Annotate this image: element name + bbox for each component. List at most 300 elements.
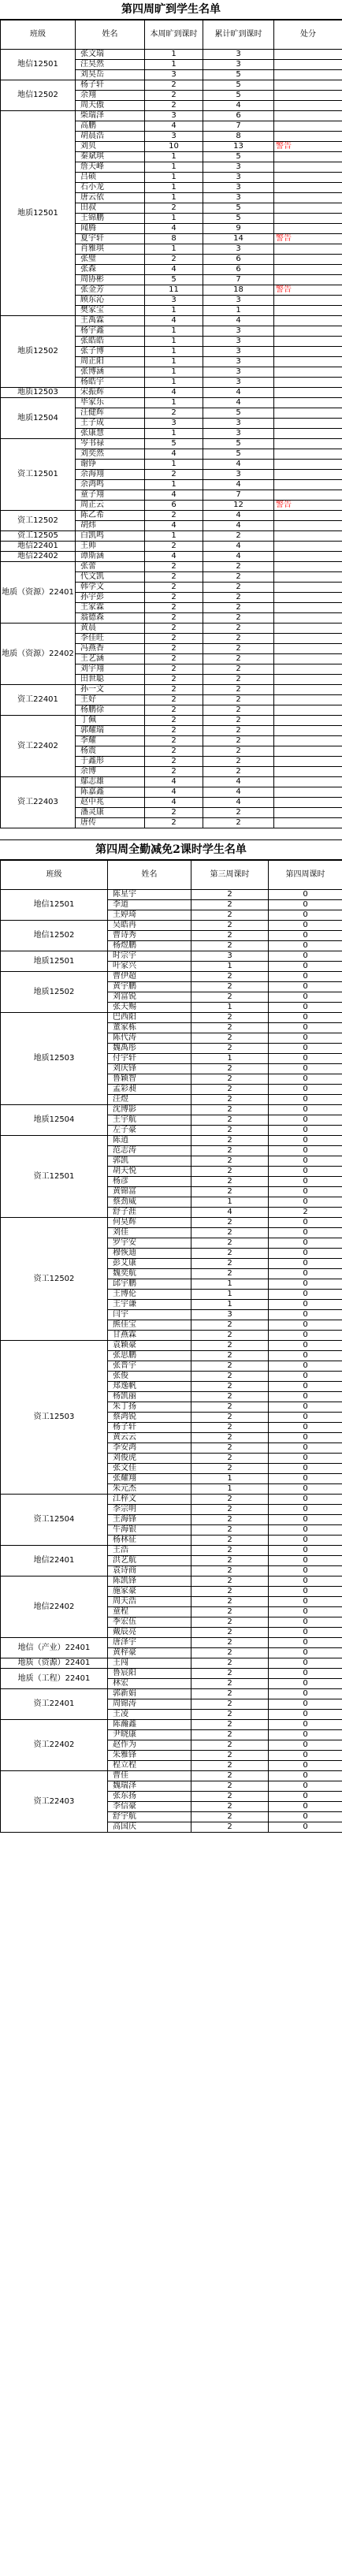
week-hours: 3 <box>145 132 203 142</box>
total-hours: 2 <box>203 808 274 818</box>
week4-hours: 0 <box>269 1495 342 1505</box>
week4-hours: 0 <box>269 941 342 951</box>
student-name: 李安鸿 <box>108 1443 191 1454</box>
week4-hours: 0 <box>269 1126 342 1136</box>
student-name: 张璧 <box>76 255 145 265</box>
total-hours: 3 <box>203 173 274 183</box>
table-row <box>1 1689 342 1699</box>
week4-hours: 0 <box>269 951 342 962</box>
penalty-label: 警告 <box>274 501 342 511</box>
week-hours: 1 <box>145 152 203 162</box>
student-name: 周协彬 <box>76 275 145 285</box>
student-name: 童子翔 <box>76 490 145 501</box>
penalty-label: 警告 <box>274 142 342 152</box>
week4-hours: 0 <box>269 1638 342 1648</box>
total-hours: 2 <box>203 736 274 746</box>
student-name: 袁颖豪 <box>108 1341 191 1351</box>
student-name: 郭凯 <box>108 1156 191 1167</box>
week4-hours: 0 <box>269 1392 342 1402</box>
student-name: 王博伦 <box>108 1290 191 1300</box>
week4-hours: 0 <box>269 1115 342 1126</box>
week3-hours: 2 <box>191 1505 269 1515</box>
week3-hours: 2 <box>191 1156 269 1167</box>
student-name: 洪艺航 <box>108 1556 191 1566</box>
week3-hours: 2 <box>191 1064 269 1074</box>
total-hours: 5 <box>203 449 274 460</box>
table-row <box>1 1341 342 1351</box>
week4-hours: 0 <box>269 1699 342 1710</box>
student-name: 沈博影 <box>108 1105 191 1115</box>
week3-hours: 2 <box>191 1658 269 1669</box>
penalty-label <box>274 193 342 203</box>
week-hours: 1 <box>145 60 203 70</box>
total-hours: 7 <box>203 275 274 285</box>
student-name: 吕硕 <box>76 173 145 183</box>
week4-hours: 0 <box>269 910 342 921</box>
class-cell: 资工22403 <box>1 1771 108 1833</box>
total-hours: 5 <box>203 152 274 162</box>
week4-hours: 0 <box>269 1464 342 1474</box>
week3-hours: 2 <box>191 1105 269 1115</box>
table-row <box>1 1546 342 1556</box>
student-name: 巴西阳 <box>108 1013 191 1023</box>
week-hours: 1 <box>145 367 203 378</box>
week3-hours: 2 <box>191 1495 269 1505</box>
week3-hours: 2 <box>191 941 269 951</box>
week3-hours: 2 <box>191 921 269 931</box>
week-hours: 1 <box>145 480 203 490</box>
week4-hours: 0 <box>269 1454 342 1464</box>
week4-hours: 0 <box>269 1536 342 1546</box>
week3-hours: 2 <box>191 1607 269 1617</box>
student-name: 江梓文 <box>108 1495 191 1505</box>
student-name: 舒宇航 <box>108 1812 191 1822</box>
student-name: 樊家宝 <box>76 306 145 316</box>
week-hours: 1 <box>145 531 203 542</box>
student-name: 叶家兴 <box>108 962 191 972</box>
table-row <box>1 1218 342 1228</box>
student-name: 周锦涛 <box>108 1699 191 1710</box>
week4-hours: 0 <box>269 1802 342 1812</box>
absence-table <box>0 20 342 828</box>
penalty-label <box>274 746 342 757</box>
total-hours: 4 <box>203 798 274 808</box>
total-hours: 3 <box>203 367 274 378</box>
table-row <box>1 439 342 449</box>
penalty-label <box>274 470 342 480</box>
penalty-label <box>274 439 342 449</box>
class-cell: 地质12501 <box>1 111 76 316</box>
week-hours: 5 <box>145 275 203 285</box>
week3-hours: 1 <box>191 1003 269 1013</box>
student-name: 刘佳 <box>108 1228 191 1238</box>
week3-hours: 2 <box>191 1392 269 1402</box>
week3-hours: 2 <box>191 1576 269 1587</box>
penalty-label <box>274 624 342 634</box>
penalty-label <box>274 203 342 214</box>
class-cell: 资工12502 <box>1 511 76 531</box>
student-name: 董家栋 <box>108 1023 191 1033</box>
student-name: 王海锋 <box>108 1515 191 1525</box>
total-hours: 2 <box>203 593 274 603</box>
student-name: 王宇航 <box>108 1115 191 1126</box>
week3-hours: 2 <box>191 1669 269 1679</box>
penalty-label <box>274 818 342 828</box>
week4-hours: 0 <box>269 1576 342 1587</box>
week-hours: 2 <box>145 705 203 716</box>
week-hours: 2 <box>145 746 203 757</box>
penalty-label <box>274 398 342 408</box>
week3-hours: 2 <box>191 1023 269 1033</box>
class-cell: 地质（资源）22401 <box>1 562 76 624</box>
total-hours: 3 <box>203 429 274 439</box>
student-name: 陈凯锋 <box>108 1576 191 1587</box>
student-name: 左子豪 <box>108 1126 191 1136</box>
student-name: 张耀翔 <box>108 1474 191 1484</box>
total-hours: 5 <box>203 214 274 224</box>
week4-hours: 0 <box>269 1679 342 1689</box>
table-row <box>1 1105 342 1115</box>
penalty-label <box>274 80 342 91</box>
week3-hours: 2 <box>191 1433 269 1443</box>
penalty-label <box>274 70 342 80</box>
week4-hours: 2 <box>269 1208 342 1218</box>
week-hours: 8 <box>145 234 203 244</box>
penalty-label <box>274 664 342 675</box>
total-hours: 2 <box>203 603 274 613</box>
class-cell: 地信22402 <box>1 552 76 562</box>
penalty-label <box>274 705 342 716</box>
class-cell: 地质（资源）22402 <box>1 624 76 685</box>
student-name: 谭斯涵 <box>76 552 145 562</box>
student-name: 黄宇鹏 <box>108 982 191 992</box>
student-name: 熊佳宝 <box>108 1320 191 1331</box>
week3-hours: 2 <box>191 1228 269 1238</box>
week-hours: 3 <box>145 111 203 121</box>
student-name: 王家霖 <box>76 603 145 613</box>
week4-hours: 0 <box>269 1105 342 1115</box>
week-hours: 1 <box>145 429 203 439</box>
student-name: 曹佳 <box>108 1771 191 1781</box>
total-hours: 3 <box>203 193 274 203</box>
class-cell: 地质12503 <box>1 388 76 398</box>
week4-hours: 0 <box>269 1259 342 1269</box>
penalty-label <box>274 101 342 111</box>
week3-hours: 2 <box>191 992 269 1003</box>
student-name: 林宏 <box>108 1679 191 1689</box>
student-name: 夏宇轩 <box>76 234 145 244</box>
student-name: 杨煜鹏 <box>108 941 191 951</box>
total-hours: 1 <box>203 306 274 316</box>
student-name: 付宇轩 <box>108 1054 191 1064</box>
week-hours: 2 <box>145 716 203 726</box>
week3-hours: 1 <box>191 1474 269 1484</box>
student-name: 唐传 <box>76 818 145 828</box>
table-row <box>1 777 342 787</box>
week3-hours: 2 <box>191 1556 269 1566</box>
student-name: 陈瀚鑫 <box>108 1720 191 1730</box>
penalty-label <box>274 716 342 726</box>
week4-hours: 0 <box>269 1044 342 1054</box>
total-hours: 8 <box>203 132 274 142</box>
class-cell: 资工12501 <box>1 439 76 511</box>
penalty-label <box>274 173 342 183</box>
student-name: 鲁宸阳 <box>108 1669 191 1679</box>
week4-hours: 0 <box>269 1556 342 1566</box>
week-hours: 3 <box>145 70 203 80</box>
penalty-label <box>274 429 342 439</box>
student-name: 周正云 <box>76 501 145 511</box>
penalty-label <box>274 121 342 132</box>
table-row <box>1 531 342 542</box>
total-hours: 3 <box>203 470 274 480</box>
week-hours: 3 <box>145 296 203 306</box>
week-hours: 2 <box>145 542 203 552</box>
penalty-label <box>274 111 342 121</box>
penalty-label <box>274 347 342 357</box>
student-name: 高鹏 <box>76 121 145 132</box>
week4-hours: 0 <box>269 1474 342 1484</box>
student-name: 程立程 <box>108 1761 191 1771</box>
total-hours: 3 <box>203 347 274 357</box>
class-cell: 地信22401 <box>1 542 76 552</box>
week-hours: 1 <box>145 50 203 60</box>
student-name: 魏奕航 <box>108 1269 191 1279</box>
student-name: 韩学文 <box>76 583 145 593</box>
total-hours: 2 <box>203 818 274 828</box>
total-hours: 3 <box>203 162 274 173</box>
table-row <box>1 1136 342 1146</box>
table-row <box>1 1495 342 1505</box>
col-header-class: 班级 <box>1 20 76 50</box>
student-name: 刘贝 <box>76 142 145 152</box>
student-name: 郭耀瑞 <box>76 726 145 736</box>
penalty-label <box>274 91 342 101</box>
week-hours: 1 <box>145 357 203 367</box>
week-hours: 2 <box>145 603 203 613</box>
week4-hours: 0 <box>269 1197 342 1208</box>
student-name: 陈嘉鑫 <box>76 787 145 798</box>
student-name: 张思鹏 <box>108 1351 191 1361</box>
week-hours: 4 <box>145 265 203 275</box>
week3-hours: 2 <box>191 1812 269 1822</box>
week4-hours: 0 <box>269 1658 342 1669</box>
student-name: 刘俊虎 <box>108 1454 191 1464</box>
total-hours: 5 <box>203 80 274 91</box>
week3-hours: 2 <box>191 1136 269 1146</box>
table-row <box>1 1658 342 1669</box>
class-cell: 资工22402 <box>1 1720 108 1771</box>
student-name: 杨林征 <box>108 1536 191 1546</box>
student-name: 高国庆 <box>108 1822 191 1833</box>
week4-hours: 0 <box>269 1003 342 1013</box>
week-hours: 1 <box>145 173 203 183</box>
student-name: 陈乙希 <box>76 511 145 521</box>
penalty-label <box>274 132 342 142</box>
class-cell: 资工12503 <box>1 1341 108 1495</box>
student-name: 孙一文 <box>76 685 145 695</box>
week-hours: 4 <box>145 787 203 798</box>
penalty-label <box>274 326 342 337</box>
week3-hours: 2 <box>191 982 269 992</box>
week3-hours: 2 <box>191 1781 269 1792</box>
week-hours: 4 <box>145 224 203 234</box>
total-hours: 3 <box>203 326 274 337</box>
student-name: 魏禹彤 <box>108 1044 191 1054</box>
student-name: 王禹霖 <box>76 316 145 326</box>
student-name: 汪健辉 <box>76 408 145 419</box>
week4-hours: 0 <box>269 1689 342 1699</box>
week3-hours: 4 <box>191 1208 269 1218</box>
col-header-week3-hours: 第三周课时 <box>191 861 269 890</box>
week3-hours: 2 <box>191 1740 269 1751</box>
week3-hours: 1 <box>191 1197 269 1208</box>
week4-hours: 0 <box>269 1064 342 1074</box>
week3-hours: 1 <box>191 1300 269 1310</box>
penalty-label <box>274 50 342 60</box>
week4-hours: 0 <box>269 1177 342 1187</box>
week4-hours: 0 <box>269 1617 342 1628</box>
week-hours: 1 <box>145 162 203 173</box>
full-attendance-table <box>0 860 342 1833</box>
table-row <box>1 50 342 60</box>
student-name: 蔡鸿锐 <box>108 1413 191 1423</box>
table-row <box>1 316 342 326</box>
week4-hours: 0 <box>269 1648 342 1658</box>
week-hours: 4 <box>145 388 203 398</box>
total-hours: 3 <box>203 244 274 255</box>
week3-hours: 2 <box>191 1679 269 1689</box>
penalty-label <box>274 408 342 419</box>
class-cell: 地信22401 <box>1 1546 108 1576</box>
total-hours: 3 <box>203 419 274 429</box>
week4-hours: 0 <box>269 1341 342 1351</box>
student-name: 朱雅锋 <box>108 1751 191 1761</box>
student-name: 石小龙 <box>76 183 145 193</box>
total-hours: 5 <box>203 439 274 449</box>
student-name: 代文凯 <box>76 572 145 583</box>
week-hours: 2 <box>145 757 203 767</box>
student-name: 胡炜 <box>76 521 145 531</box>
week4-hours: 0 <box>269 1146 342 1156</box>
week-hours: 2 <box>145 808 203 818</box>
student-name: 张天赐 <box>108 1003 191 1013</box>
class-cell: 地质（工程）22401 <box>1 1669 108 1689</box>
week3-hours: 2 <box>191 1648 269 1658</box>
student-name: 闫宇 <box>108 1310 191 1320</box>
penalty-label <box>274 152 342 162</box>
week4-hours: 0 <box>269 1546 342 1556</box>
student-name: 丁佩 <box>76 716 145 726</box>
penalty-label <box>274 367 342 378</box>
student-name: 潘灵康 <box>76 808 145 818</box>
penalty-label <box>274 644 342 654</box>
penalty-label <box>274 511 342 521</box>
week-hours: 1 <box>145 193 203 203</box>
week4-hours: 0 <box>269 931 342 941</box>
student-name: 王浩 <box>108 1546 191 1556</box>
total-hours: 6 <box>203 265 274 275</box>
week3-hours: 2 <box>191 1187 269 1197</box>
student-name: 杨鹏徐 <box>76 705 145 716</box>
class-cell: 地质12501 <box>1 951 108 972</box>
week4-hours: 0 <box>269 890 342 900</box>
week3-hours: 1 <box>191 1290 269 1300</box>
student-name: 翁德森 <box>76 613 145 624</box>
student-name: 黄梓豪 <box>108 1648 191 1658</box>
week3-hours: 2 <box>191 1536 269 1546</box>
total-hours: 18 <box>203 285 274 296</box>
total-hours: 2 <box>203 583 274 593</box>
week4-hours: 0 <box>269 1269 342 1279</box>
table-row <box>1 951 342 962</box>
class-cell: 地质12502 <box>1 316 76 388</box>
week-hours: 1 <box>145 337 203 347</box>
week-hours: 2 <box>145 654 203 664</box>
student-name: 唐云依 <box>76 193 145 203</box>
student-name: 张文瑞 <box>76 50 145 60</box>
penalty-label <box>274 808 342 818</box>
penalty-label <box>274 388 342 398</box>
penalty-label <box>274 490 342 501</box>
class-cell: 地质12503 <box>1 1013 108 1105</box>
week-hours: 1 <box>145 183 203 193</box>
class-cell: 地质（资源）22401 <box>1 1658 108 1669</box>
week-hours: 2 <box>145 511 203 521</box>
week4-hours: 0 <box>269 1628 342 1638</box>
class-cell: 地质12504 <box>1 398 76 439</box>
week-hours: 2 <box>145 583 203 593</box>
col-header-penalty: 处分 <box>274 20 342 50</box>
col-header-name-2: 姓名 <box>108 861 191 890</box>
student-name: 顾东沁 <box>76 296 145 306</box>
week3-hours: 2 <box>191 1464 269 1474</box>
week3-hours: 2 <box>191 1095 269 1105</box>
week4-hours: 0 <box>269 1413 342 1423</box>
week-hours: 2 <box>145 675 203 685</box>
student-name: 张晋宇 <box>108 1361 191 1372</box>
penalty-label <box>274 562 342 572</box>
total-hours: 5 <box>203 70 274 80</box>
penalty-label <box>274 265 342 275</box>
week-hours: 10 <box>145 142 203 152</box>
penalty-label <box>274 460 342 470</box>
student-name: 岑书禄 <box>76 439 145 449</box>
week-hours: 2 <box>145 767 203 777</box>
week4-hours: 0 <box>269 1249 342 1259</box>
week4-hours: 0 <box>269 1187 342 1197</box>
student-name: 刘奕然 <box>76 449 145 460</box>
week-hours: 2 <box>145 80 203 91</box>
penalty-label <box>274 224 342 234</box>
class-cell: 地信（产业）22401 <box>1 1638 108 1658</box>
student-name: 王婷琦 <box>108 910 191 921</box>
penalty-label <box>274 337 342 347</box>
week-hours: 4 <box>145 316 203 326</box>
total-hours: 4 <box>203 777 274 787</box>
total-hours: 4 <box>203 101 274 111</box>
table-row <box>1 1576 342 1587</box>
week4-hours: 0 <box>269 972 342 982</box>
total-hours: 2 <box>203 624 274 634</box>
week3-hours: 2 <box>191 1822 269 1833</box>
student-name: 曹诗秀 <box>108 931 191 941</box>
student-name: 唐泽宇 <box>108 1638 191 1648</box>
penalty-label <box>274 685 342 695</box>
week3-hours: 2 <box>191 1689 269 1699</box>
week-hours: 1 <box>145 306 203 316</box>
week4-hours: 0 <box>269 1443 342 1454</box>
